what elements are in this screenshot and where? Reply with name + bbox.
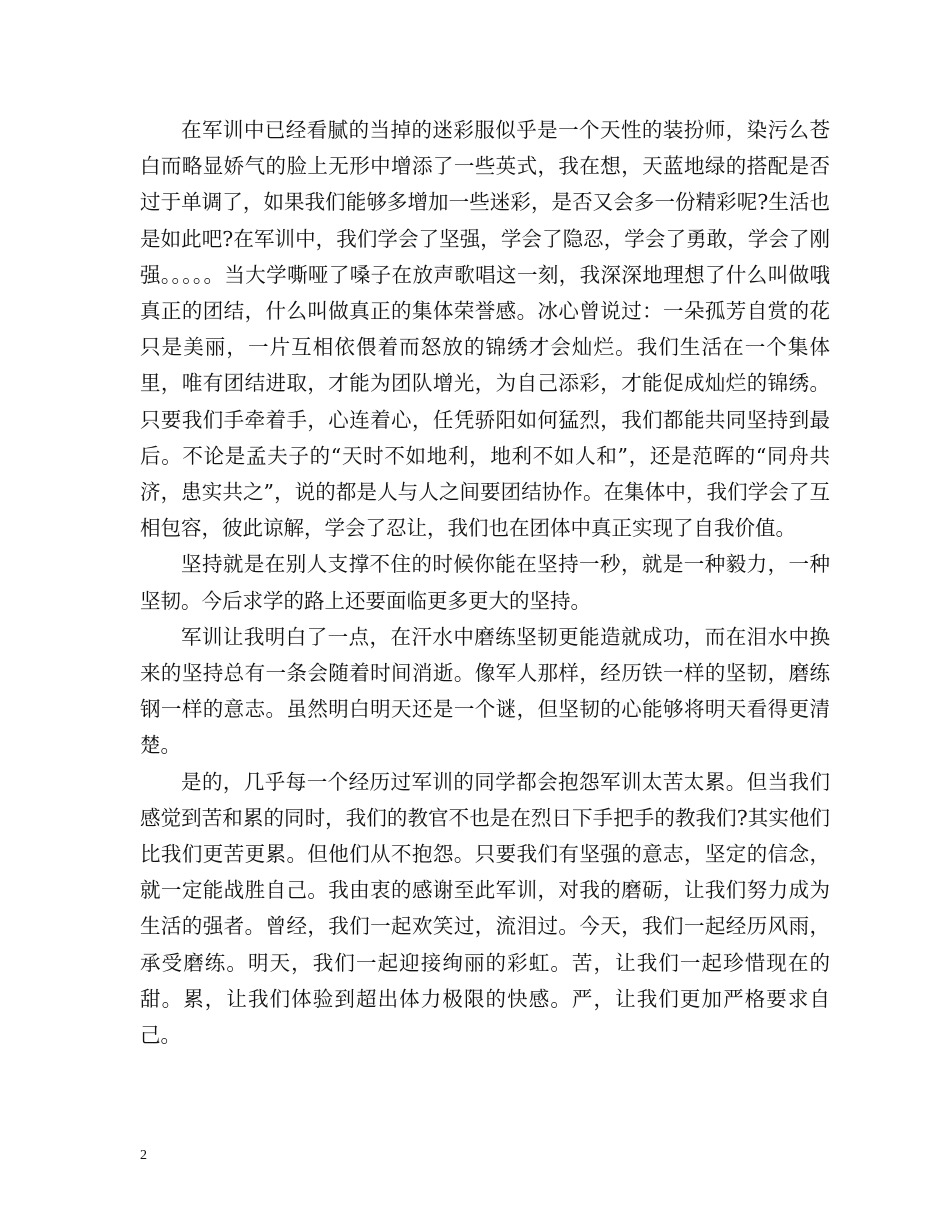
body-text [140, 112, 830, 1053]
page-number: 2 [140, 1148, 147, 1163]
paragraph-1: 在军训中已经看腻的当掉的迷彩服似乎是一个天性的装扮师，染污么苍白而略显娇气的脸上无形中增添了一些英式，我在想，天蓝地绿的搭配是否过于单调了，如果我们能够多增加一些迷彩，是否又会多一份精彩呢?生活也是如此吧?在军训中，我们学会了坚强，学会了隐忍，学会了勇敢，学会了刚强。。。。。当大学嘶哑了嗓子在放声歌唱这一刻，我深深地理想了什么叫做哦真正的团结，什么叫做真正的集体荣誉感。冰心曾说过：一朵孤芳自赏的花只是美丽，一片互相依偎着而怒放的锦绣才会灿烂。我们生活在一个集体里，唯有团结进取，才能为团队增光，为自己添彩，才能促成灿烂的锦绣。只要我们手牵着手，心连着心，任凭骄阳如何猛烈，我们都能共同坚持到最后。不论是孟夫子的“天时不如地利，地利不如人和”，还是范晖的“同舟共济，患实共之”，说的都是人与人之间要团结协作。在集体中，我们学会了互相包容，彼此谅解，学会了忍让，我们也在团体中真正实现了自我价值。 [140, 118, 830, 541]
paragraph-4: 是的，几乎每一个经历过军训的同学都会抱怨军训太苦太累。但当我们感觉到苦和累的同时，我们的教官不也是在烈日下手把手的教我们?其实他们比我们更苦更累。但他们从不抱怨。只要我们有坚强的意志，坚定的信念，就一定能战胜自己。我由衷的感谢至此军训，对我的磨砺，让我们努力成为生活的强者。曾经，我们一起欢笑过，流泪过。今天，我们一起经历风雨，承受磨练。明天，我们一起迎接绚丽的彩虹。苦，让我们一起珍惜现在的甜。累，让我们体验到超出体力极限的快感。严，让我们更加严格要求自己。 [140, 769, 830, 1048]
paragraph-2: 坚持就是在别人支撑不住的时候你能在坚持一秒，就是一种毅力，一种坚韧。今后求学的路上还要面临更多更大的坚持。 [140, 552, 830, 613]
paragraph-3: 军训让我明白了一点，在汗水中磨练坚韧更能造就成功，而在泪水中换来的坚持总有一条会随着时间消逝。像军人那样，经历铁一样的坚韧，磨练钢一样的意志。虽然明白明天还是一个谜，但坚韧的心能够将明天看得更清楚。 [140, 624, 830, 758]
